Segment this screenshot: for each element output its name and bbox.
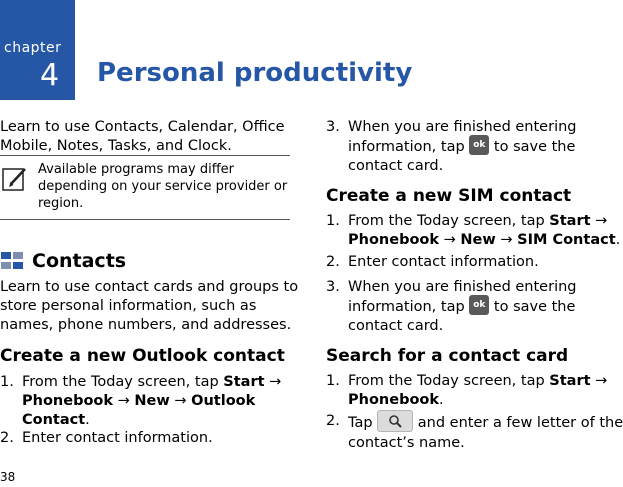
- magnifier-icon: [378, 411, 412, 431]
- ok-button-icon: ok: [469, 135, 489, 155]
- note-text: Available programs may differ depending on your service provider or region.: [38, 162, 288, 211]
- ok-button-icon: ok: [469, 295, 489, 315]
- sim-heading: Create a new SIM contact: [326, 186, 572, 206]
- note-bottom-rule: [0, 219, 290, 220]
- outlook-heading: Create a new Outlook contact: [0, 346, 285, 366]
- chapter-label: chapter: [4, 40, 62, 56]
- intro-text: Learn to use Contacts, Calendar, Office Mobile, Notes, Tasks, and Clock.: [0, 119, 285, 154]
- search-button-icon: [377, 410, 413, 432]
- search-heading: Search for a contact card: [326, 346, 569, 366]
- chapter-title: Personal productivity: [97, 58, 413, 88]
- contacts-description: Learn to use contact cards and groups to store personal information, such as names, phone numbers, and addresses.: [0, 279, 299, 333]
- page-number: 38: [0, 470, 16, 484]
- note-top-rule: [0, 155, 290, 156]
- contacts-title: Contacts: [32, 250, 127, 272]
- section-grid-icon: [1, 252, 23, 270]
- chapter-number: 4: [40, 58, 60, 93]
- chapter-tab: [0, 0, 75, 100]
- note-pencil-icon: [2, 166, 28, 192]
